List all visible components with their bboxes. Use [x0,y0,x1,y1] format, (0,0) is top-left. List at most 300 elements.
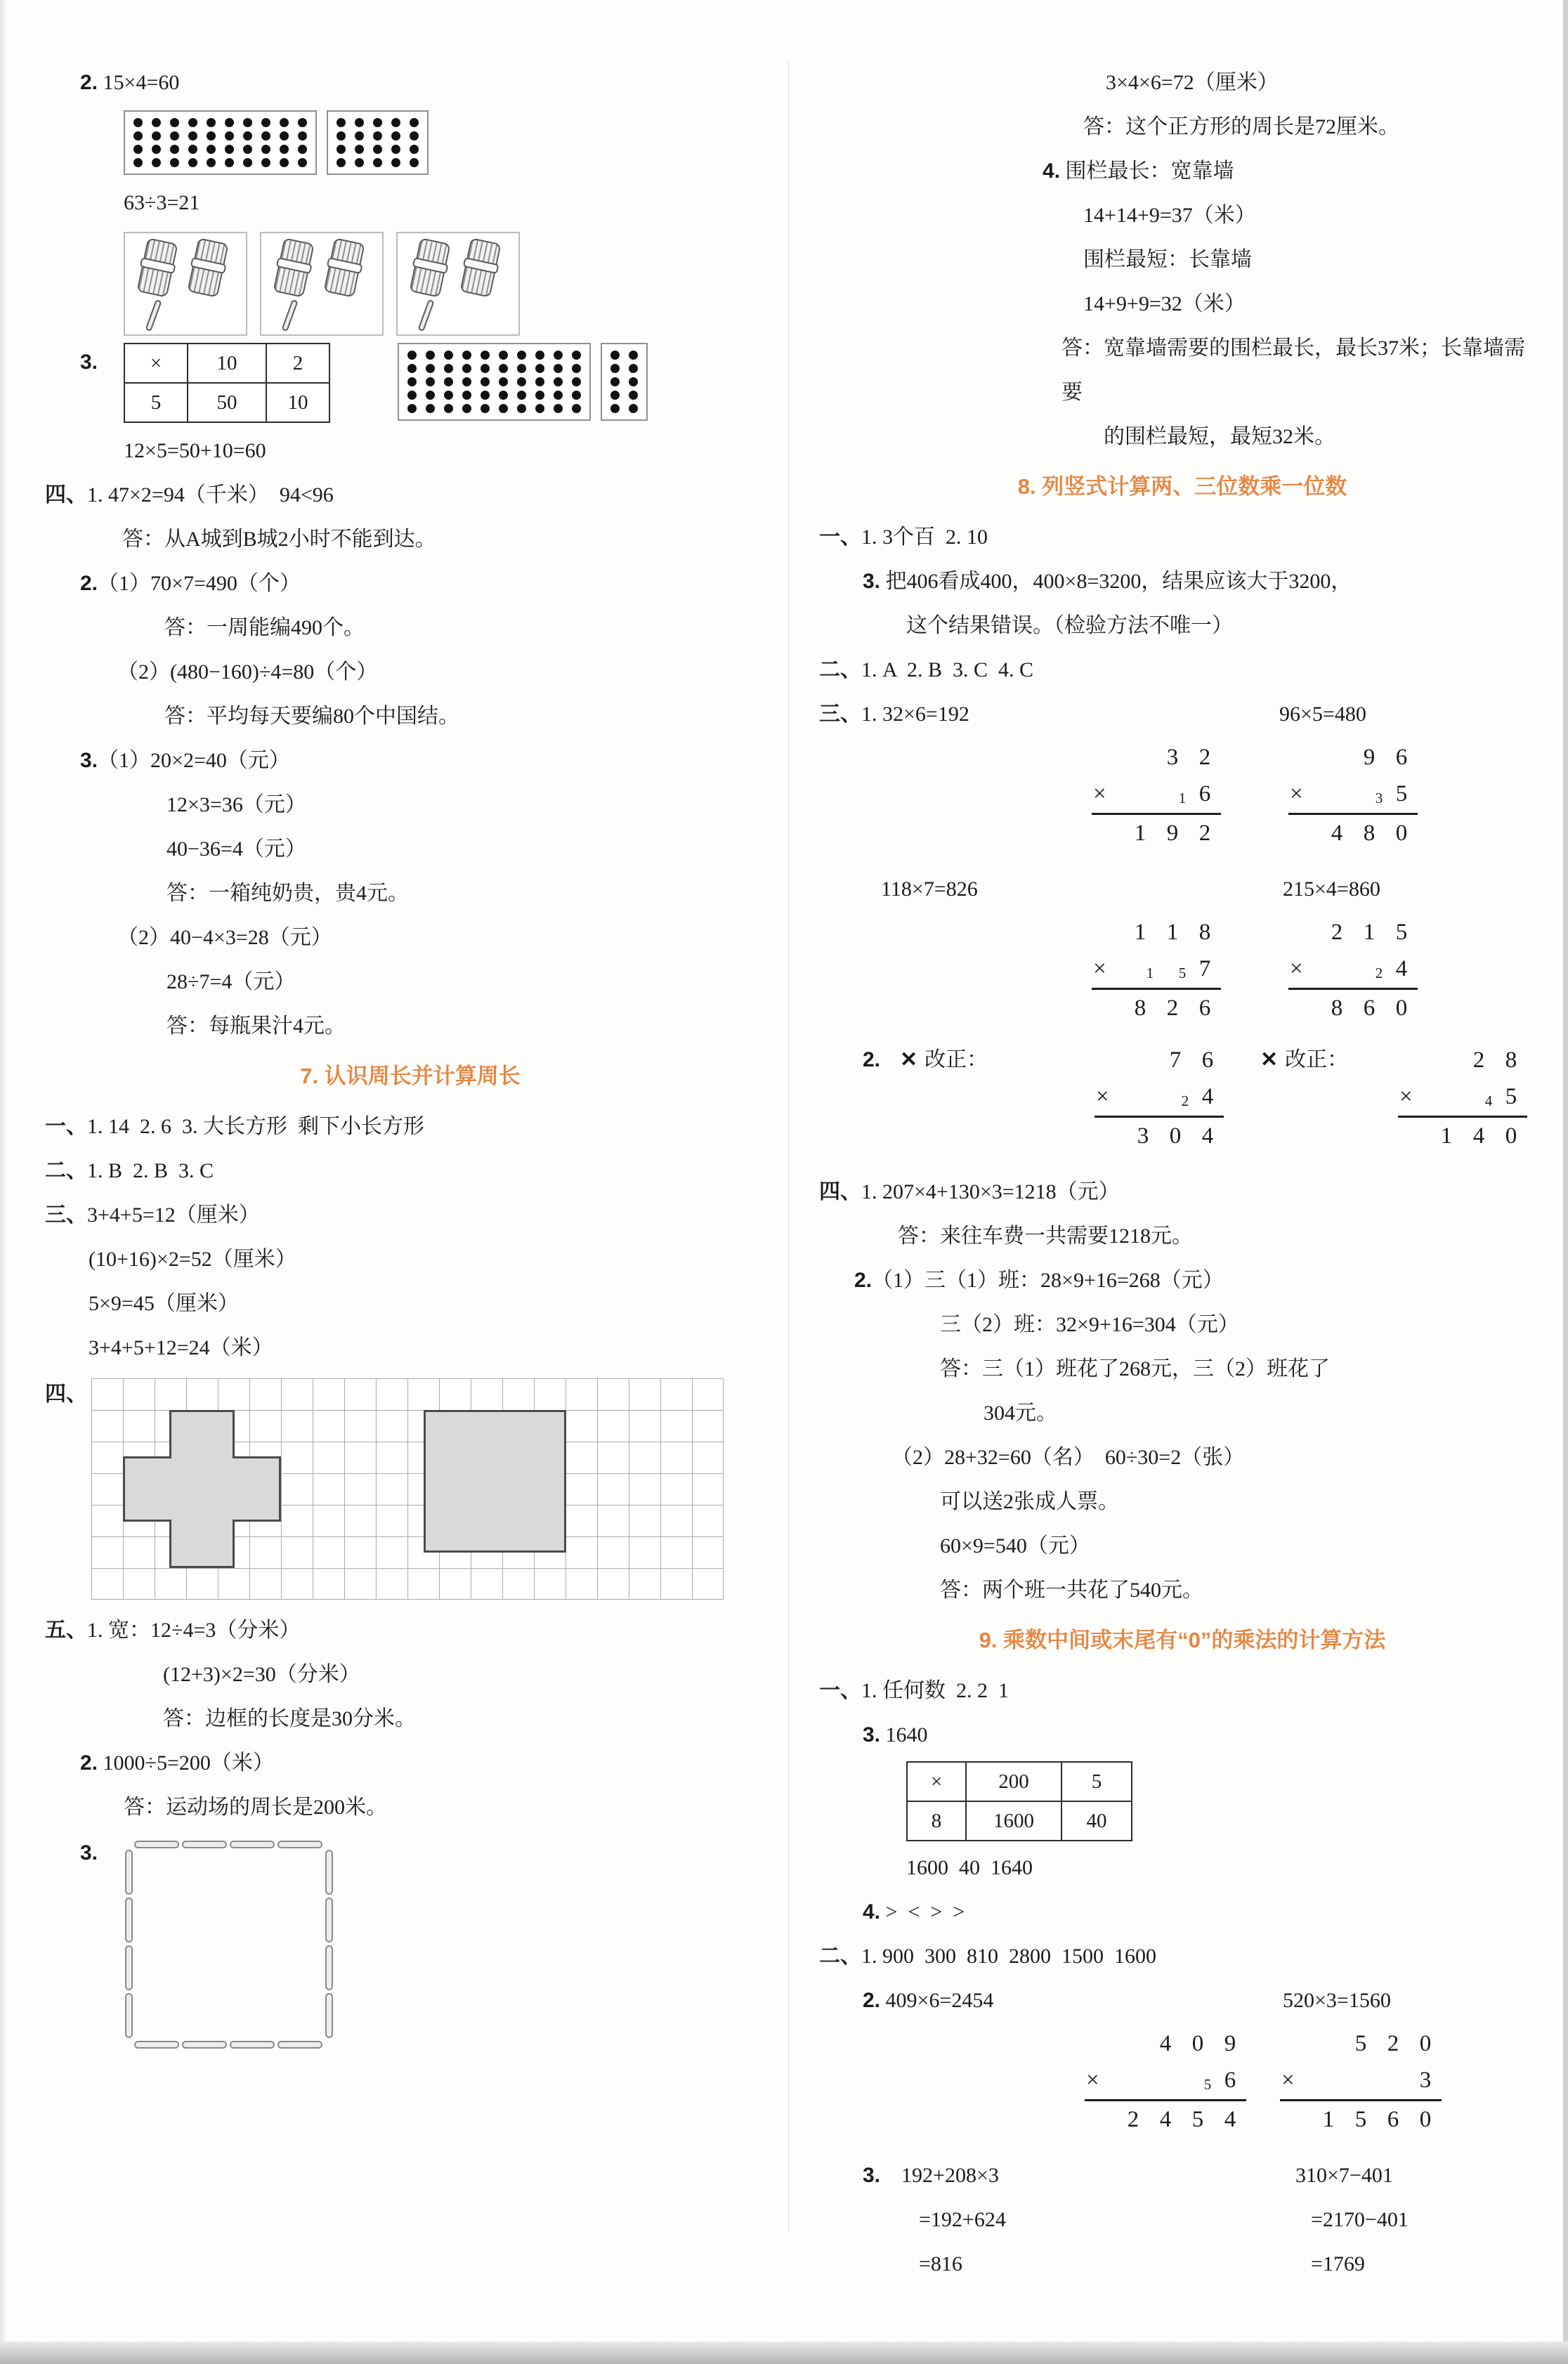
vertical-multiplication [1288,739,1418,851]
stick-group-box [260,232,384,336]
single-stick [145,299,162,332]
dot [407,377,417,386]
equation-text: 520×3=1560 [1283,1989,1391,2012]
stick-bundle [409,237,450,297]
correction-caption: 改正： [1285,1048,1349,1071]
line-text: 3+4+5+12=24（米） [89,1336,273,1359]
table-cell: 50 [188,383,266,422]
item-marker: 4. [863,1900,881,1924]
line-text: 14+9+9=32（米） [1083,292,1246,315]
dot-row [610,364,638,373]
stick-bundle [273,237,314,297]
line-text: 答：运动场的周长是200米。 [124,1796,387,1819]
item-marker: 五、 [45,1619,87,1642]
dot [152,145,161,154]
text-line [45,650,776,694]
line-text: 60×9=540（元） [940,1534,1090,1558]
dot [535,351,544,360]
dot [410,118,419,127]
vmult-digit: 2 [1331,920,1343,945]
vmult-digit: 3 [1166,745,1179,770]
section-heading [819,1612,1546,1668]
vmult-row [1288,815,1418,851]
dot [535,391,544,400]
section-heading [819,459,1546,515]
text-line [819,1890,1546,1934]
dot [337,158,346,167]
item-marker: 2. [80,1751,98,1775]
vmult-digit: 4 [1331,821,1343,846]
dot [170,118,179,127]
table-cell: × [124,344,188,383]
multiply-sign-icon: × [1086,2068,1099,2093]
equation-text: 192+208×3 [880,2164,999,2187]
dot [280,131,289,141]
dot [410,145,419,154]
vmult-digit: 4 [1201,1123,1214,1149]
dot [499,377,508,386]
dot [188,145,197,154]
line-text: （2）40−4×3=28（元） [117,926,332,949]
vmult-digit: 6 [1395,745,1408,770]
line-text: 答：从A城到B城2小时不能到达。 [122,528,436,551]
dot [407,364,417,373]
multiply-sign-icon: × [1096,1084,1109,1109]
text-line [819,60,1546,105]
vmult-digit: 6 [1198,995,1211,1021]
dot [554,364,563,373]
dot [152,118,161,127]
equation [1283,1978,1391,2023]
equation-row [819,1978,1546,2023]
dot [225,145,234,154]
dot [517,391,526,400]
dot [298,158,307,167]
dot [572,364,581,373]
vmult-digit: 5 [1203,2076,1212,2093]
line-text: （2）(480−160)÷4=80（个） [117,660,378,684]
text-line [45,1785,776,1829]
vmult-digit: 8 [1505,1047,1517,1073]
line-text: 63÷3=21 [124,191,200,214]
vmult-digit: 7 [1169,1047,1182,1073]
vmult-empty-cell [1124,739,1156,776]
text-line [819,1846,1546,1890]
dot [462,377,471,386]
line-text: > < > > [880,1900,965,1924]
dot [499,404,508,413]
vmult-digit: 0 [1395,821,1408,846]
dot [391,131,400,141]
text-line [45,915,776,960]
line-text: 3×4×6=72（厘米） [1106,71,1279,94]
vmult-digit: 1 [1134,920,1146,945]
dot [170,145,179,154]
item-marker: 四、 [45,1383,87,1406]
dot [188,158,197,167]
dot-row [337,145,419,154]
dot [373,131,382,141]
vmult-digit: 1 [1322,2107,1335,2132]
dot-box [124,110,317,175]
table-cell: 200 [966,1762,1061,1801]
dot [444,377,453,386]
equation [881,867,978,911]
stick-bundle [136,237,178,297]
line-text: 可以送2张成人票。 [940,1490,1119,1513]
item-marker: 三、 [819,703,861,726]
wrong-mark-icon: ✕ [1260,1048,1279,1071]
vmult-row [1092,739,1221,776]
dot [610,351,620,360]
vmult-row [1085,2062,1246,2098]
dot-row [610,391,638,400]
vmult-row [1280,2062,1442,2098]
line-text: 答：来往车费一共需要1218元。 [898,1225,1193,1248]
vmult-empty-cell [1124,776,1156,812]
vmult-row [1085,2101,1246,2138]
dot-row [407,377,581,386]
item-marker: 二、 [819,1945,861,1968]
dot [481,391,490,400]
vmult-digit: 2 [1472,1047,1485,1073]
dot [298,145,307,154]
dot [207,118,216,127]
column-divider [788,62,789,2233]
item-marker: 3. [80,749,98,772]
item-marker: 3. [80,351,98,374]
line-text: 答：两个班一共花了540元。 [940,1579,1203,1602]
vertical-multiplication [1085,2025,1246,2138]
stick-group-box [396,232,520,336]
item-marker: 2. [80,71,98,94]
dot [517,404,526,413]
dot [629,351,638,360]
line-text: 1. 900 300 810 2800 1500 1600 [861,1945,1156,1968]
text-line [819,648,1546,692]
text-line [45,1104,776,1149]
dot [517,351,526,360]
dot [426,404,435,413]
vmult-row [1288,739,1418,776]
equation [919,2198,1006,2242]
vmult-row [1288,914,1418,951]
line-text: 这个结果错误。（检验方法不唯一） [906,614,1233,637]
line-text: 答：这个正方形的周长是72厘米。 [1083,115,1399,138]
vmult-digit: 2 [1198,821,1211,846]
dot [629,377,638,386]
vertical-multiplication [1280,2025,1442,2138]
table-row [907,1762,1132,1801]
dot [298,118,307,127]
table-row [124,383,329,422]
vmult-digit: 1 [1146,965,1154,981]
dot [373,118,382,127]
dot [391,158,400,167]
vmult-empty-cell [1377,2062,1409,2098]
dot-row [610,404,638,413]
dot-row [407,364,581,373]
dot [610,391,620,400]
item-marker: 3. [863,570,881,593]
dot [426,377,435,386]
vmult-row [1288,990,1418,1026]
line-text: 的围栏最短，最短32米。 [1104,425,1335,448]
dot [462,364,471,373]
text-line [45,960,776,1004]
vmult-digit: 4 [1224,2107,1236,2132]
text-line [819,1347,1546,1391]
wrong-mark-icon: ✕ [900,1048,918,1071]
text-line [45,1004,776,1048]
multiply-sign-icon: × [1093,956,1106,981]
vmult-row [1280,2025,1442,2062]
line-text: （1）20×2=40（元） [98,749,290,772]
vmult-digit: 5 [1354,2107,1367,2132]
plus-shape [123,1410,281,1568]
dot [207,145,216,154]
vmult-digit: 1 [1363,920,1376,945]
item-marker: 一、 [45,1115,87,1138]
equation [1295,2153,1393,2198]
text-line [819,1480,1546,1524]
dot [572,404,581,413]
item-marker: 四、 [45,483,87,507]
text-line [45,1652,776,1697]
text-line [45,694,776,738]
dot [499,364,508,373]
line-text: 12×5=50+10=60 [124,439,266,462]
vmult-empty-cell [1117,2025,1149,2062]
equation-text: =192+624 [919,2208,1006,2231]
item-marker: 一、 [819,1679,861,1702]
vmult-row [1092,815,1221,851]
text-line [45,561,776,606]
text-line [819,1934,1546,1978]
text-line [45,1193,776,1237]
vmult-row [1092,776,1221,812]
vmult-digit: 4 [1484,1092,1493,1109]
item-marker: 3. [863,1723,881,1746]
text-line [819,559,1546,603]
section-heading-text: 9. 乘数中间或末尾有“0”的乘法的计算方法 [979,1628,1386,1652]
grid-figure [45,1378,776,1600]
dot [337,131,346,141]
vmult-digit: 1 [1134,821,1146,846]
dot [426,364,435,373]
dot [407,404,417,413]
vmult-digit: 4 [1159,2031,1172,2056]
vmult-digit: 9 [1166,821,1179,846]
text-line [45,473,776,517]
table-cell: 2 [266,344,329,383]
dot-row [337,131,419,141]
left-column [45,60,776,2060]
vmult-empty-cell [1430,1078,1463,1115]
dot [280,145,289,154]
line-text: 答：宽靠墙需要的围栏最长，最长37米；长靠墙需要 [1061,337,1525,404]
text-line [45,429,776,473]
item-marker: 三、 [45,1203,87,1227]
vertical-multiplication [1398,1042,1527,1154]
dot [444,391,453,400]
dot [373,145,382,154]
dot [188,131,197,141]
line-text: 答：三（1）班花了268元，三（2）班花了 [940,1357,1330,1380]
answer-table [124,343,330,423]
grid-paper [91,1378,724,1600]
line-text: 28÷7=4（元） [166,970,296,993]
table-cell: 10 [188,344,266,383]
line-text: 答：一周能编490个。 [164,616,365,639]
multiply-sign-icon: × [1290,781,1303,806]
item-marker: 四、 [819,1180,861,1203]
equation-text: =2170−401 [1311,2208,1409,2231]
item-marker: 3. [863,2164,881,2187]
dot [337,118,346,127]
dot [207,131,216,141]
text-line [819,1258,1546,1302]
dot [243,131,252,141]
table-cell: 5 [124,383,188,422]
vmult-digit: 4 [1395,956,1408,981]
text-line [45,1741,776,1785]
text-line [45,1149,776,1193]
vmult-empty-cell [1321,776,1353,812]
line-text: 答：边框的长度是30分米。 [163,1707,416,1730]
vertical-multiplication-row [819,2025,1546,2143]
dot [261,158,270,167]
vmult-row [1092,914,1221,951]
dot [499,391,508,400]
vmult-row [1092,951,1221,987]
dot [572,391,581,400]
item-marker: 2. [80,572,98,595]
vmult-digit: 6 [1387,2107,1399,2132]
vmult-digit: 2 [1166,995,1179,1021]
multiply-sign-icon: × [1093,781,1106,806]
dot [610,404,620,413]
vmult-digit: 3 [1419,2068,1432,2093]
text-line [819,1524,1546,1568]
dot [261,118,270,127]
dot-row [337,158,419,167]
equation-text: 96×5=480 [1279,703,1366,726]
vmult-digit: 4 [1472,1123,1485,1149]
single-stick [281,299,298,332]
vmult-digit: 1 [1440,1123,1453,1149]
dot [610,364,620,373]
vmult-row [1280,2101,1442,2138]
correction-label [863,1042,988,1078]
single-stick [417,299,434,332]
equation [819,692,969,736]
stick-group-box [124,232,247,336]
text-line [819,1668,1546,1713]
dot [410,131,419,141]
vmult-digit: 6 [1201,1047,1214,1073]
dot [535,364,544,373]
section-heading-text: 7. 认识周长并计算周长 [300,1064,521,1088]
dot-row [407,391,581,400]
equation-text: 215×4=860 [1283,877,1380,901]
text-line [819,1391,1546,1435]
vertical-multiplication [1288,914,1418,1026]
line-text: 围栏最短：长靠墙 [1083,248,1252,271]
dot-box [601,343,648,421]
line-text: （2）28+32=60（名） 60÷30=2（张） [891,1446,1245,1469]
dot [426,351,435,360]
dot [133,145,143,154]
equation-text: 310×7−401 [1295,2164,1393,2187]
equation-row [819,2242,1546,2286]
table-cell: 5 [1061,1762,1132,1801]
line-text: 围栏最长：宽靠墙 [1060,159,1234,183]
line-text: （1）三（1）班：28×9+16=268（元） [872,1269,1224,1292]
dot [426,391,435,400]
dot [373,158,382,167]
dot [152,158,161,167]
table-cell: 8 [907,1801,966,1841]
dot [629,364,638,373]
equation-text: 118×7=826 [881,877,978,901]
table-row [907,1801,1132,1841]
table-cell: 10 [266,383,329,422]
equation [1311,2198,1409,2242]
line-text: (10+16)×2=52（厘米） [89,1248,296,1271]
stick-bundle [323,237,365,297]
line-text: （1）70×7=490（个） [98,572,301,595]
text-line [819,193,1546,237]
dot [499,351,508,360]
vmult-digit: 8 [1198,920,1211,945]
text-line [45,517,776,561]
multiply-sign-icon: × [1281,2068,1295,2093]
line-text: 1. A 2. B 3. C 4. C [861,658,1034,681]
text-line [819,1302,1546,1347]
dot [462,351,471,360]
line-text: 1. 任何数 2. 2 1 [861,1679,1009,1702]
line-text: 1. 47×2=94（千米） 94<96 [87,483,334,507]
item-marker: 2. [863,1989,881,2012]
dot [517,364,526,373]
scan-edge-bottom [0,2342,1568,2364]
item-marker: 3. [80,1841,98,1865]
equation [1283,867,1380,911]
dot [355,118,364,127]
vmult-digit: 5 [1178,965,1187,981]
table-with-dots-row [45,343,776,423]
text-line [45,1281,776,1326]
text-line [819,149,1546,193]
dot [554,391,563,400]
vmult-digit: 4 [1159,2107,1172,2132]
equation-row [819,2198,1546,2242]
dot [133,118,143,127]
line-text: 12×3=36（元） [166,793,306,816]
dot [337,145,346,154]
vmult-row [1095,1042,1224,1078]
equation [919,2242,962,2286]
text-line [819,1214,1546,1258]
equation [1311,2242,1365,2286]
answer-table [906,1761,1132,1841]
dot [410,158,419,167]
vmult-empty-cell [1149,2062,1182,2098]
vmult-digit: 1 [1178,790,1187,806]
stick-square-figure [45,1839,776,2050]
dot-box [398,343,591,421]
